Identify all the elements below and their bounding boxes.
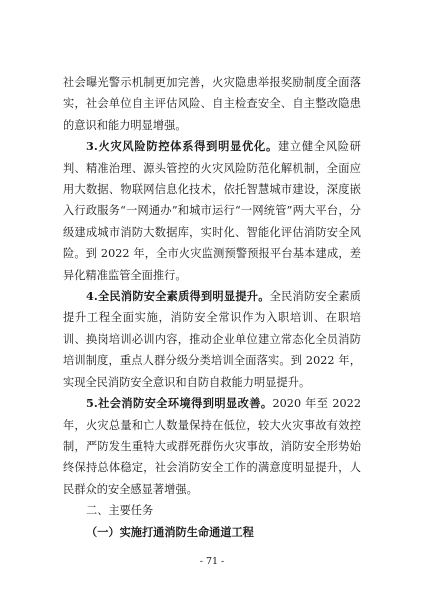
page-number: - 71 - bbox=[199, 556, 225, 567]
paragraph-intro: 社会曝光警示机制更加完善，火灾隐患举报奖励制度全面落实，社会单位自主评估风险、自主检查安全、自主整改隐患的意识和能力明显增强。 bbox=[63, 76, 361, 132]
item-4-body: 全民消防安全素质提升工程全面实施，消防安全常识作为入职培训、在职培训、换岗培训必训内容，推动企业单位建立常态化全员消防培训制度，重点人群分级分类培训全面落实。到 2022 年，实现全民消防安全意识和自防自救能力明显提升。 bbox=[63, 290, 362, 389]
document-body bbox=[63, 72, 361, 543]
subsection-heading: （一）实施打通消防生命通道工程 bbox=[86, 524, 254, 539]
paragraph-item-5 bbox=[63, 393, 361, 500]
item-4-title: 4.全民消防安全素质得到明显提升。 bbox=[86, 289, 270, 304]
item-3-body: 建立健全风险研判、精准治理、源头管控的火灾风险防范化解机制，全面应用大数据、物联网信息化技术，依托智慧城市建设，深度嵌入行政服务“一网通办”和城市运行“一网统管”两大平台，分级建成城市消防大数据库，实时化、智能化评估消防安全风险。到 2022 年，全市火灾监测预警预报平台基本建成，差异化精准监管全面推行。 bbox=[63, 140, 361, 282]
item-5-body: 2020 年至 2022 年，火灾总量和亡人数量保持在低位，较大火灾事故有效控制，严防发生重特大或群死群伤火灾事故，消防安全形势始终保持总体稳定，社会消防安全工作的满意度明显提升，人民群众的安全感显著增强。 bbox=[63, 397, 362, 496]
item-5-title: 5.社会消防安全环境得到明显改善。 bbox=[86, 396, 273, 411]
paragraph-item-3 bbox=[63, 136, 361, 286]
paragraph-item-4 bbox=[63, 286, 361, 393]
item-3-title: 3.火灾风险防控体系得到明显优化。 bbox=[86, 139, 278, 154]
section-heading: 二、主要任务 bbox=[86, 504, 154, 518]
